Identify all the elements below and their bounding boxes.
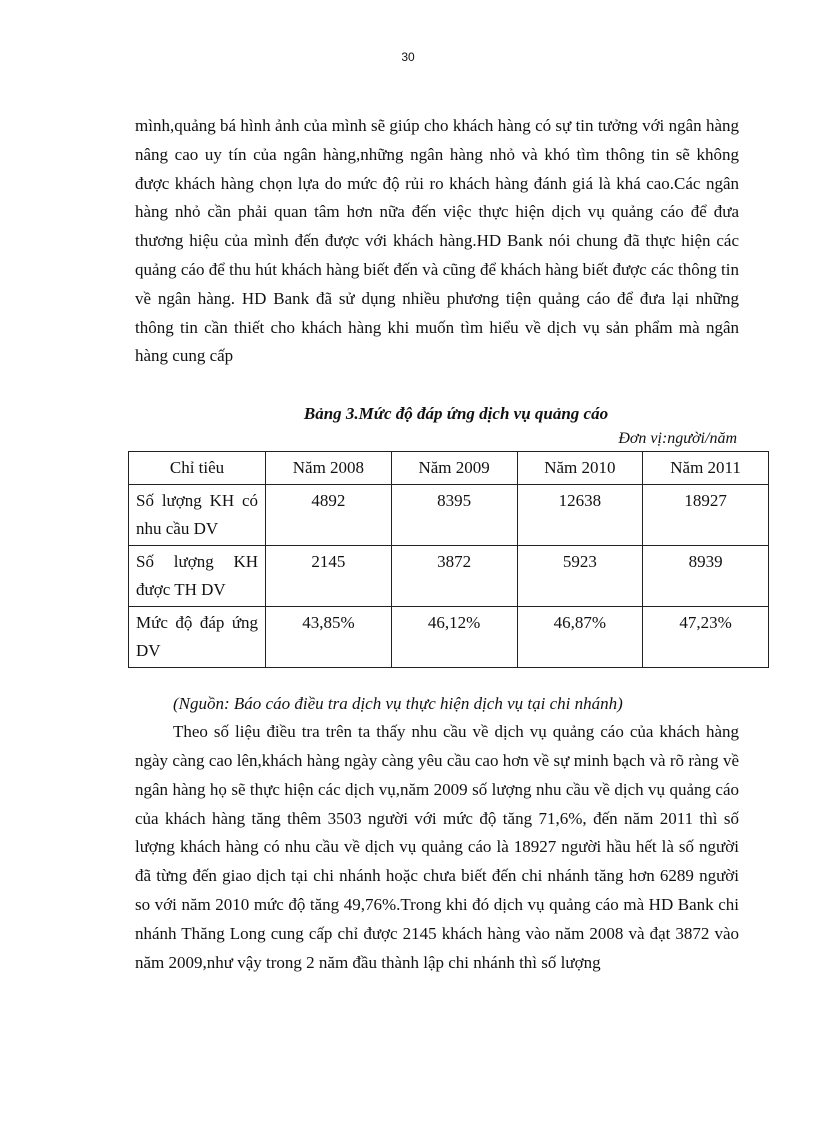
header-cell-indicator: Chỉ tiêu xyxy=(129,452,266,485)
table-row xyxy=(129,546,769,607)
table-wrapper xyxy=(128,451,769,668)
row-label: Số lượng KH có nhu cầu DV xyxy=(129,485,266,546)
data-table xyxy=(128,451,769,668)
table-cell: 5923 xyxy=(517,546,643,607)
analysis-paragraph: Theo số liệu điều tra trên ta thấy nhu cầu về dịch vụ quảng cáo của khách hàng ngày càng cao lên,khách hàng ngày càng yêu cầu cao hơn về sự minh bạch và rõ ràng về ngân hàng họ sẽ thực hiện các dịch vụ,năm 2009 số lượng nhu cầu về dịch vụ quảng cáo của khách hàng tăng thêm 3503 người với mức độ tăng 71,6%, đến năm 2011 thì số lượng khách hàng có nhu cầu về dịch vụ quảng cáo là 18927 người hầu hết là số người đã từng đến giao dịch tại chi nhánh hoặc chưa biết đến chi nhánh tăng hơn 6289 người so với năm 2010 mức độ tăng 49,76%.Trong khi đó dịch vụ quảng cáo mà HD Bank chi nhánh Thăng Long cung cấp chỉ được 2145 khách hàng vào năm 2008 và đạt 3872 vào năm 2009,như vậy trong 2 năm đầu thành lập chi nhánh thì số lượng xyxy=(135,722,739,972)
row-label: Mức độ đáp ứng DV xyxy=(129,607,266,668)
table-cell: 47,23% xyxy=(643,607,769,668)
table-cell: 46,87% xyxy=(517,607,643,668)
table-cell: 18927 xyxy=(643,485,769,546)
intro-paragraph: mình,quảng bá hình ảnh của mình sẽ giúp cho khách hàng có sự tin tưởng với ngân hàng nâng cao uy tín của ngân hàng,những ngân hàng nhỏ và khó tìm thông tin sẽ không được khách hàng chọn lựa do mức độ rủi ro khách hàng đánh giá là khá cao.Các ngân hàng nhỏ cần phải quan tâm hơn nữa đến việc thực hiện dịch vụ quảng cáo để đưa thương hiệu của mình đến được với khách hàng.HD Bank nói chung đã thực hiện các quảng cáo để thu hút khách hàng biết đến và cũng để khách hàng biết được các thông tin về ngân hàng. HD Bank đã sử dụng nhiều phương tiện quảng cáo để đưa lại những thông tin cần thiết cho khách hàng khi muốn tìm hiểu về dịch vụ sản phẩm mà ngân hàng cung cấp xyxy=(135,116,739,366)
table-cell: 12638 xyxy=(517,485,643,546)
table-row xyxy=(129,485,769,546)
table-cell: 46,12% xyxy=(391,607,517,668)
header-cell-2008: Năm 2008 xyxy=(266,452,392,485)
page-number: 30 xyxy=(401,50,415,64)
header-cell-2009: Năm 2009 xyxy=(391,452,517,485)
table-cell: 4892 xyxy=(266,485,392,546)
table-unit: Đơn vị:người/năm xyxy=(618,430,737,448)
page-content xyxy=(135,112,739,977)
table-row xyxy=(129,607,769,668)
table-cell: 3872 xyxy=(391,546,517,607)
header-cell-2010: Năm 2010 xyxy=(517,452,643,485)
table-title: Bảng 3.Mức độ đáp ứng dịch vụ quảng cáo xyxy=(303,404,609,424)
table-source: (Nguồn: Báo cáo điều tra dịch vụ thực hiện dịch vụ tại chi nhánh) xyxy=(173,694,623,714)
table-cell: 8395 xyxy=(391,485,517,546)
table-cell: 43,85% xyxy=(266,607,392,668)
table-header-row xyxy=(129,452,769,485)
table-cell: 8939 xyxy=(643,546,769,607)
header-cell-2011: Năm 2011 xyxy=(643,452,769,485)
table-cell: 2145 xyxy=(266,546,392,607)
row-label: Số lượng KH được TH DV xyxy=(129,546,266,607)
